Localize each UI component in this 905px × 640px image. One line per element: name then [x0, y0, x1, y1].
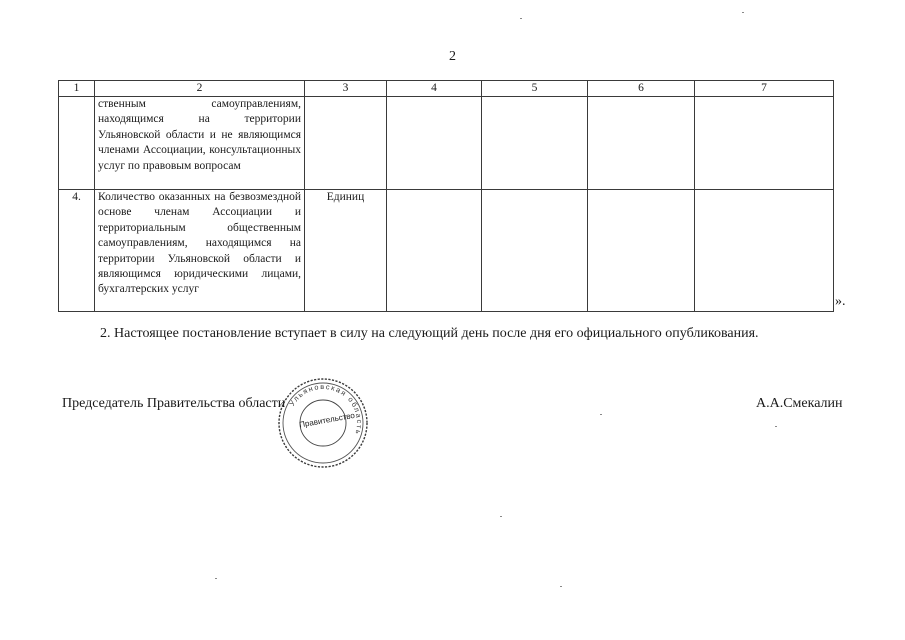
column-header: 1	[59, 81, 95, 97]
row-cell	[588, 97, 695, 190]
scan-speck	[215, 578, 217, 579]
scan-speck	[500, 516, 502, 517]
row-cell	[387, 190, 482, 312]
column-header: 4	[387, 81, 482, 97]
row-cell	[695, 190, 834, 312]
row-cell	[482, 97, 588, 190]
column-header: 5	[482, 81, 588, 97]
seal-center-text: Правительство	[298, 410, 356, 430]
column-header: 7	[695, 81, 834, 97]
row-cell	[695, 97, 834, 190]
page-number: 2	[449, 49, 456, 64]
row-cell	[588, 190, 695, 312]
row-cell	[482, 190, 588, 312]
table-row	[59, 97, 834, 190]
seal-ring-text: Ульяновская область	[287, 381, 365, 437]
scan-speck	[600, 414, 602, 415]
row-unit: Единиц	[305, 190, 387, 312]
column-header: 6	[588, 81, 695, 97]
table-header-row	[59, 81, 834, 97]
row-number: 4.	[59, 190, 95, 312]
signer-name: А.А.Смекалин	[756, 396, 843, 411]
signer-title: Председатель Правительства области	[62, 396, 286, 411]
row-description: ственным самоуправлениям, находящимся на территории Ульяновской области и не являющимся членами Ассоциации, консультационных услуг по правовым вопросам	[95, 97, 305, 190]
row-unit	[305, 97, 387, 190]
closing-quote: ».	[835, 294, 846, 309]
row-description: Количество оказанных на безвозмездной основе членам Ассоциации и территориальным общественным самоуправлениям, находящимся на территории Ульяновской области и являющимся юридическими лицами, бухгалтерских услуг	[95, 190, 305, 312]
scan-speck	[742, 12, 744, 13]
scan-speck	[775, 426, 777, 427]
column-header: 2	[95, 81, 305, 97]
row-number	[59, 97, 95, 190]
scan-speck	[560, 586, 562, 587]
column-header: 3	[305, 81, 387, 97]
effective-date-paragraph: 2. Настоящее постановление вступает в силу на следующий день после дня его официального опубликования.	[100, 326, 759, 341]
table-row	[59, 190, 834, 312]
row-cell	[387, 97, 482, 190]
indicators-table	[58, 80, 834, 312]
scan-speck	[520, 18, 522, 19]
